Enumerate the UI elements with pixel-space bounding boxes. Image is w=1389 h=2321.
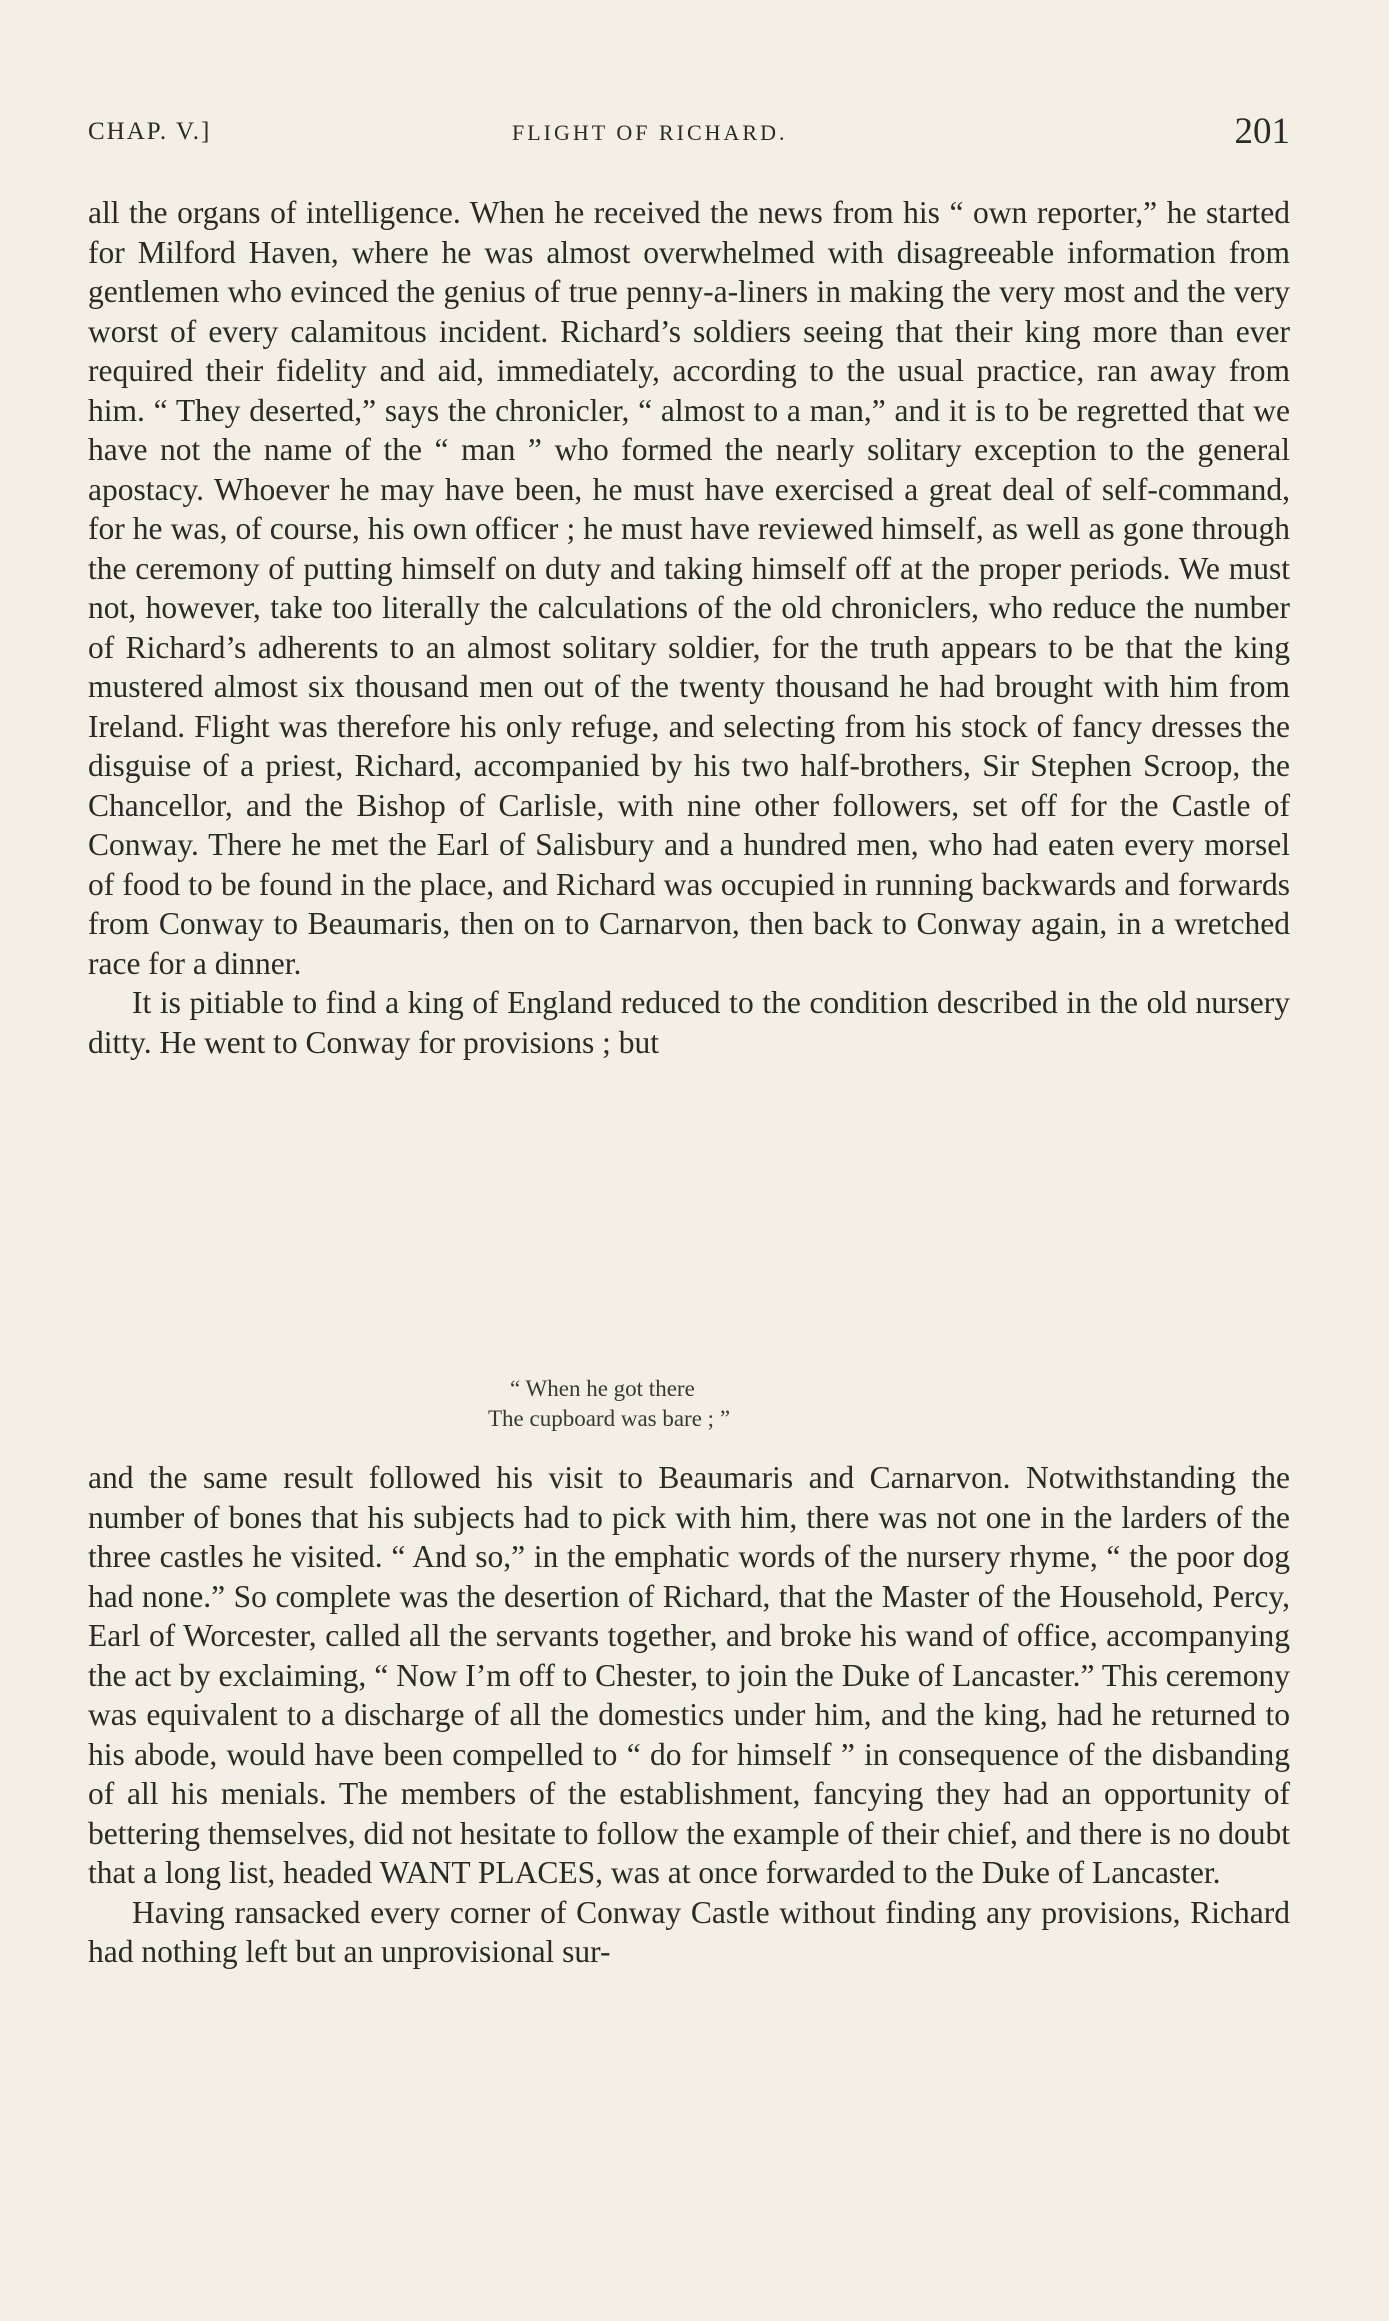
body-text-top	[88, 193, 1290, 1062]
paragraph: all the organs of intelligence. When he received the news from his “ own reporter,” he started for Milford Haven, where he was almost overwhelmed with disagreeable information from gentlemen who evinced the genius of true penny-a-liners in making the very most and the very worst of every calamitous incident. Richard’s soldiers seeing that their king more than ever required their fidelity and aid, immediately, according to the usual practice, ran away from him. “ They deserted,” says the chronicler, “ almost to a man,” and it is to be regretted that we have not the name of the “ man ” who formed the nearly solitary exception to the general apostacy. Whoever he may have been, he must have exercised a great deal of self-command, for he was, of course, his own officer ; he must have reviewed himself, as well as gone through the ceremony of putting himself on duty and taking himself off at the proper periods. We must not, however, take too literally the calculations of the old chroniclers, who reduce the number of Richard’s adherents to an almost solitary soldier, for the truth appears to be that the king mustered almost six thousand men out of the twenty thousand he had brought with him from Ireland. Flight was therefore his only refuge, and selecting from his stock of fancy dresses the disguise of a priest, Richard, accompanied by his two half-brothers, Sir Stephen Scroop, the Chancellor, and the Bishop of Carlisle, with nine other followers, set off for the Castle of Conway. There he met the Earl of Salisbury and a hundred men, who had eaten every morsel of food to be found in the place, and Richard was occupied in running backwards and forwards from Conway to Beaumaris, then on to Carnarvon, then back to Conway again, in a wretched race for a dinner.	[88, 195, 1290, 981]
running-title: FLIGHT OF RICHARD.	[512, 120, 788, 145]
chapter-label: CHAP. V.]	[88, 118, 212, 145]
verse-line: The cupboard was bare ; ”	[488, 1406, 731, 1431]
verse-line: “ When he got there	[510, 1376, 695, 1401]
paragraph: It is pitiable to find a king of England reduced to the condition described in the old nursery ditty. He went to Conway for provisions ; but	[88, 985, 1290, 1060]
page-number: 201	[1234, 111, 1290, 152]
body-text-bottom	[88, 1458, 1290, 1972]
paragraph: and the same result followed his visit to Beaumaris and Carnarvon. Notwithstanding the number of bones that his subjects had to pick with him, there was not one in the larders of the three castles he visited. “ And so,” in the emphatic words of the nursery rhyme, “ the poor dog had none.” So complete was the desertion of Richard, that the Master of the Household, Percy, Earl of Worcester, called all the servants together, and broke his wand of office, accompanying the act by exclaiming, “ Now I’m off to Chester, to join the Duke of Lancaster.” This ceremony was equivalent to a discharge of all the domestics under him, and the king, had he returned to his abode, would have been compelled to “ do for himself ” in consequence of the disbanding of all his menials. The members of the establishment, fancying they had an opportunity of bettering themselves, did not hesitate to follow the example of their chief, and there is no doubt that a long list, headed WANT PLACES, was at once forwarded to the Duke of Lancaster.	[88, 1460, 1290, 1890]
verse-quotation	[488, 1374, 731, 1434]
paragraph: Having ransacked every corner of Conway Castle without finding any provisions, Richard had nothing left but an unprovisional sur-	[88, 1894, 1290, 1969]
running-head	[88, 110, 1290, 154]
